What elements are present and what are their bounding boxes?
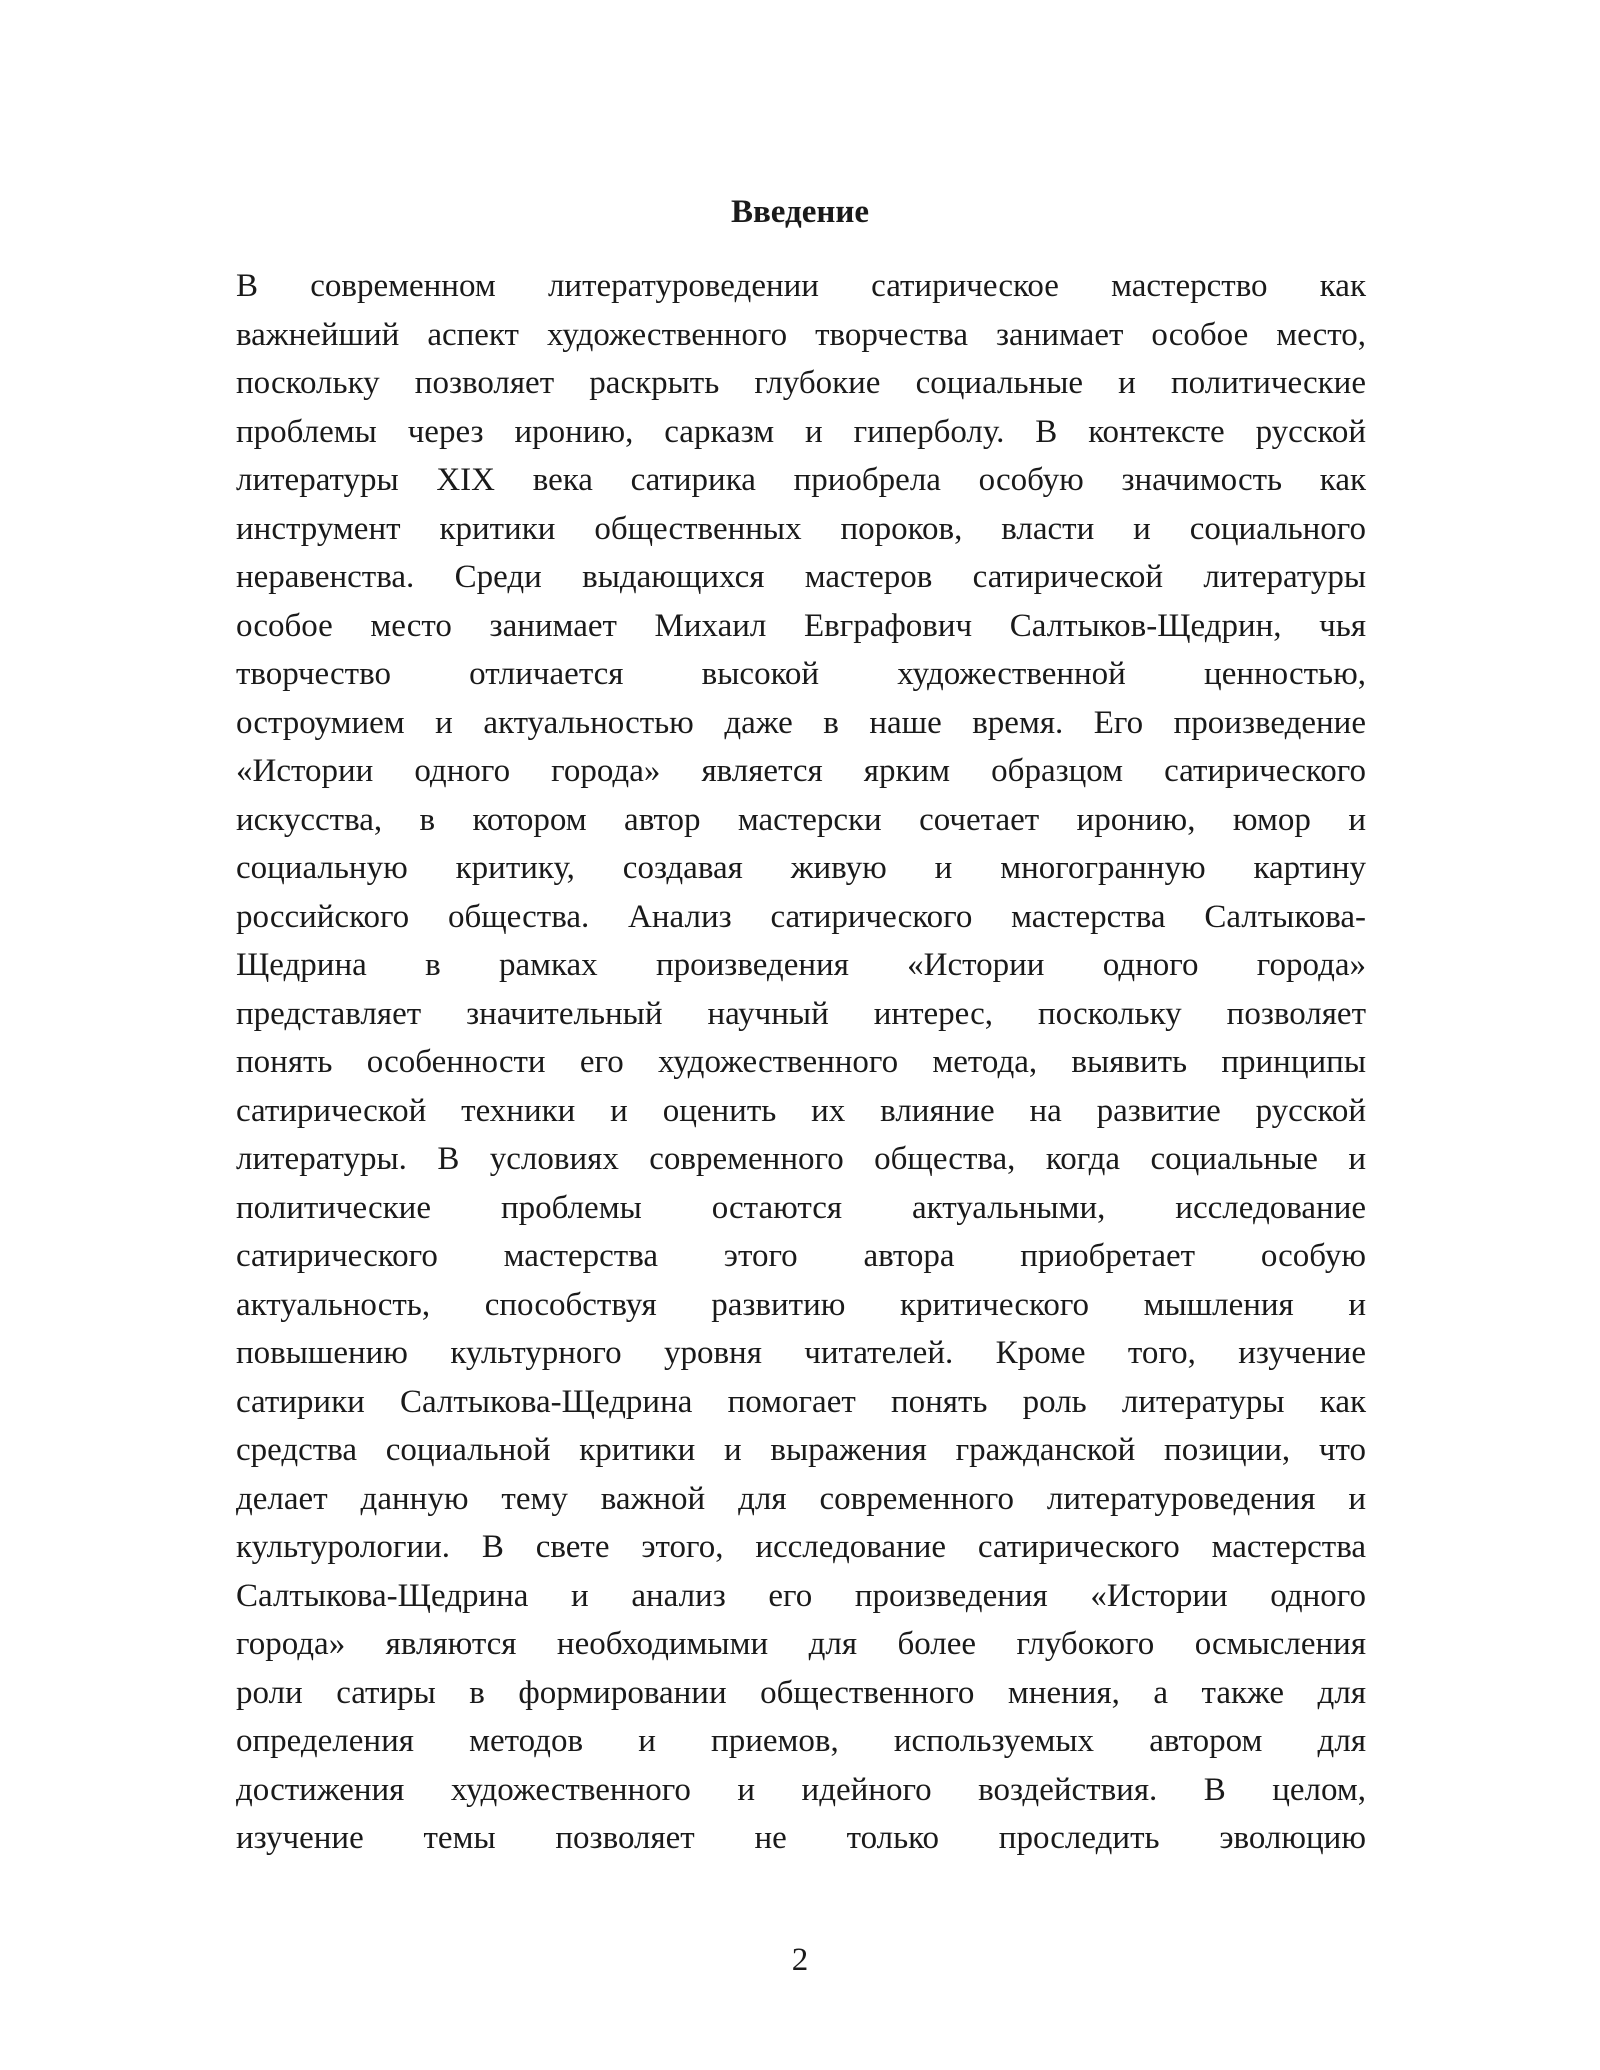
paragraph-line: Салтыкова-Щедрина и анализ его произведения «Истории одного bbox=[236, 1577, 1366, 1614]
paragraph-line: актуальность, способствуя развитию критического мышления и bbox=[236, 1286, 1366, 1323]
page-title: Введение bbox=[730, 194, 870, 230]
paragraph-line: поскольку позволяет раскрыть глубокие социальные и политические bbox=[236, 365, 1366, 401]
paragraph-line: творчество отличается высокой художественной ценностью, bbox=[236, 656, 1366, 692]
paragraph-line: изучение темы позволяет не только проследить эволюцию bbox=[236, 1820, 1366, 1856]
paragraph-line: литературы. В условиях современного общества, когда социальные и bbox=[236, 1141, 1366, 1177]
paragraph-line: культурологии. В свете этого, исследование сатирического мастерства bbox=[236, 1529, 1366, 1565]
paragraph-line: понять особенности его художественного метода, выявить принципы bbox=[236, 1044, 1366, 1080]
paragraph-line: сатирического мастерства этого автора приобретает особую bbox=[236, 1238, 1366, 1274]
paragraph-line: В современном литературоведении сатирическое мастерство как bbox=[236, 268, 1366, 304]
paragraph-line: сатирической техники и оценить их влияние на развитие русской bbox=[236, 1092, 1366, 1129]
paragraph-line: проблемы через иронию, сарказм и гиперболу. В контексте русской bbox=[236, 413, 1366, 450]
paragraph-line: неравенства. Среди выдающихся мастеров сатирической литературы bbox=[236, 559, 1366, 595]
paragraph-line: важнейший аспект художественного творчества занимает особое место, bbox=[236, 316, 1366, 353]
paragraph-line: инструмент критики общественных пороков, власти и социального bbox=[236, 510, 1366, 547]
paragraph-line: роли сатиры в формировании общественного мнения, а также для bbox=[236, 1674, 1366, 1711]
paragraph-line: социальную критику, создавая живую и многогранную картину bbox=[236, 850, 1366, 886]
paragraph-line: достижения художественного и идейного воздействия. В целом, bbox=[236, 1771, 1366, 1808]
paragraph-line: особое место занимает Михаил Евграфович Салтыков-Щедрин, чья bbox=[236, 607, 1366, 644]
paragraph-line: делает данную тему важной для современного литературоведения и bbox=[236, 1480, 1366, 1517]
paragraph-line: Щедрина в рамках произведения «Истории одного города» bbox=[236, 947, 1366, 983]
paragraph-line: средства социальной критики и выражения гражданской позиции, что bbox=[236, 1432, 1366, 1468]
paragraph-line: «Истории одного города» является ярким образцом сатирического bbox=[236, 753, 1366, 789]
paragraph-line: определения методов и приемов, используемых автором для bbox=[236, 1723, 1366, 1759]
paragraph-line: остроумием и актуальностью даже в наше время. Его произведение bbox=[236, 704, 1366, 741]
paragraph-line: города» являются необходимыми для более глубокого осмысления bbox=[236, 1626, 1366, 1662]
paragraph-line: российского общества. Анализ сатирического мастерства Салтыкова- bbox=[236, 898, 1366, 935]
paragraph-line: политические проблемы остаются актуальными, исследование bbox=[236, 1189, 1366, 1226]
paragraph-line: литературы XIX века сатирика приобрела особую значимость как bbox=[236, 462, 1366, 498]
paragraph-line: сатирики Салтыкова-Щедрина помогает понять роль литературы как bbox=[236, 1383, 1366, 1420]
paragraph-line: повышению культурного уровня читателей. Кроме того, изучение bbox=[236, 1335, 1366, 1371]
paragraph-line: представляет значительный научный интерес, поскольку позволяет bbox=[236, 995, 1366, 1032]
page-number: 2 bbox=[791, 1942, 809, 1978]
body-paragraph bbox=[236, 262, 1366, 1863]
paragraph-line: искусства, в котором автор мастерски сочетает иронию, юмор и bbox=[236, 801, 1366, 838]
